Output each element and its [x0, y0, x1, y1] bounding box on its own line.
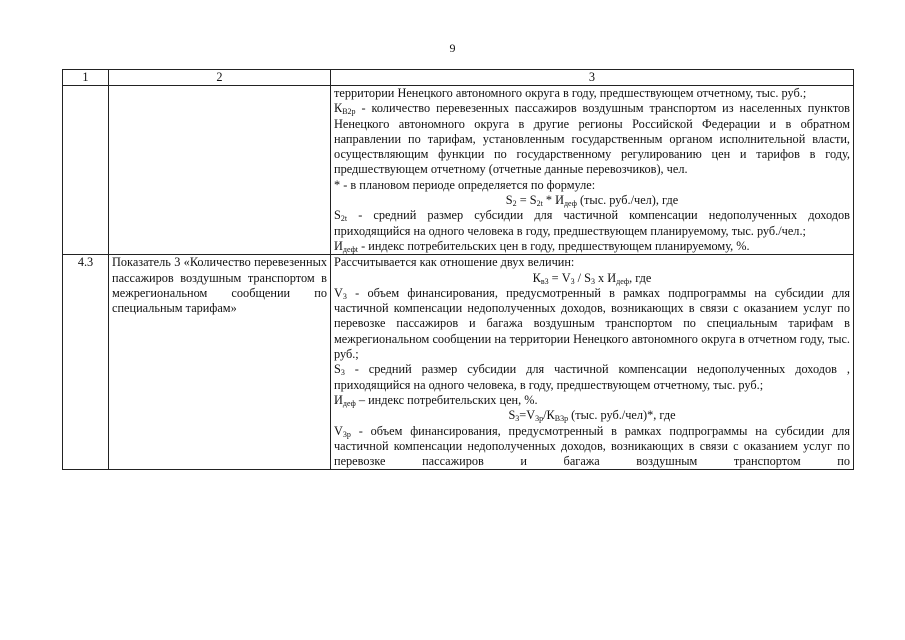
formula-part: =V — [519, 408, 536, 423]
definition-text: - средний размер субсидии для частичной компенсации недополученных доходов приходящийся на одного человека в году, предшествующем планируемому, тыс. руб./чел.; — [334, 208, 850, 238]
paragraph-kv2r — [334, 101, 850, 177]
formula-kv3 — [334, 271, 850, 286]
definition-text: - объем финансирования, предусмотренный в рамках подпрограммы на субсидии для частичной компенсации недополученных доходов, возникающих в связи с оказанием услуг по перевозке пассажиров и багажа воздушным транспортом по — [334, 423, 850, 469]
symbol: V — [334, 285, 343, 300]
paragraph-v3 — [334, 286, 850, 362]
indicator-name-cell: Показатель 3 «Количество перевезенных пассажиров воздушным транспортом в межрегиональном сообщении по специальным тарифам» — [109, 255, 331, 470]
subscript: 3 — [342, 291, 347, 301]
subscript: 3р — [342, 429, 351, 439]
table-row-4-3 — [63, 255, 854, 470]
subscript: 3р — [535, 414, 544, 424]
subscript: деф — [616, 276, 630, 286]
formula-part: (тыс. руб./чел), где — [576, 193, 679, 208]
subscript: деф — [563, 199, 577, 209]
subscript: 2t — [340, 214, 348, 224]
formula-part: S — [508, 408, 516, 423]
header-col-2: 2 — [109, 70, 331, 86]
paragraph-territory: территории Ненецкого автономного округа в году, предшествующем отчетному, тыс. руб.; — [334, 86, 807, 100]
formula-description-cell — [331, 86, 854, 255]
definition-text: - средний размер субсидии для частичной компенсации недополученных доходов , приходящийся на одного человека, в году, предшествующем отчетному, тыс. руб.; — [334, 362, 850, 392]
table-header-row — [63, 70, 854, 86]
document-table — [62, 69, 854, 470]
subscript: 3 — [515, 414, 520, 424]
subscript: 3 — [590, 276, 595, 286]
indicator-name-cell — [109, 86, 331, 255]
header-col-1: 1 — [63, 70, 109, 86]
definition-text: - индекс потребительских цен в году, предшествующем планируемому, %. — [358, 238, 750, 253]
subscript: В3р — [554, 414, 569, 424]
row-number-cell — [63, 86, 109, 255]
formula-part: = S — [516, 193, 537, 208]
subscript: 3 — [570, 276, 575, 286]
definition-text: – индекс потребительских цен, %. — [355, 392, 538, 407]
table-row-continuation — [63, 86, 854, 255]
row-number-cell: 4.3 — [63, 255, 109, 470]
symbol: И — [334, 238, 343, 253]
formula-s2 — [334, 193, 850, 208]
symbol: S — [334, 208, 341, 223]
paragraph-calculation: Рассчитывается как отношение двух величин: — [334, 255, 575, 270]
subscript: дефt — [342, 244, 359, 254]
definition-text: - количество перевезенных пассажиров воздушным транспортом из населенных пунктов Ненецкого автономного округа в другие регионы Российской Федерации и в обратном направлении по тарифам, установленным государственным органом исполнительной власти, осуществляющим функции по государственному регулированию цен и тарифов в году, предшествующем отчетному (отчетные данные перевозчиков), чел. — [334, 101, 850, 177]
symbol: V — [334, 423, 343, 438]
subscript: деф — [342, 398, 356, 408]
subscript: в3 — [540, 276, 549, 286]
formula-part: /К — [543, 408, 555, 423]
subscript: В2р — [342, 107, 356, 117]
formula-part: S — [505, 193, 513, 208]
formula-part: = V — [548, 270, 571, 285]
formula-description-cell — [331, 255, 854, 470]
paragraph-idef — [334, 393, 850, 408]
formula-part: x И — [594, 270, 617, 285]
paragraph-plan-period: * - в плановом периоде определяется по формуле: — [334, 177, 596, 192]
subscript: 2t — [536, 199, 543, 209]
formula-s3 — [334, 408, 850, 423]
symbol: И — [334, 392, 343, 407]
subscript: 2 — [512, 199, 517, 209]
formula-part: / S — [574, 270, 591, 285]
formula-part: , где — [629, 270, 652, 285]
definition-text: - объем финансирования, предусмотренный в рамках подпрограммы на субсидии для частичной компенсации недополученных доходов, возникающих в связи с оказанием услуг по перевозке пассажиров и багажа воздушным транспортом по специальным тарифам в межрегиональном сообщении на территории Ненецкого автономного округа в отчетном году, тыс. руб.; — [334, 285, 850, 362]
paragraph-s3 — [334, 362, 850, 393]
subscript: 3 — [340, 368, 345, 378]
formula-part: * И — [542, 193, 564, 208]
page-number: 9 — [449, 41, 456, 55]
symbol: К — [334, 101, 343, 116]
paragraph-v3r — [334, 424, 850, 470]
formula-part: К — [532, 270, 541, 285]
symbol: S — [334, 362, 341, 377]
paragraph-s2t — [334, 208, 850, 239]
formula-part: (тыс. руб./чел)*, где — [568, 408, 676, 423]
header-col-3: 3 — [331, 70, 854, 86]
paragraph-idef-t — [334, 239, 850, 254]
